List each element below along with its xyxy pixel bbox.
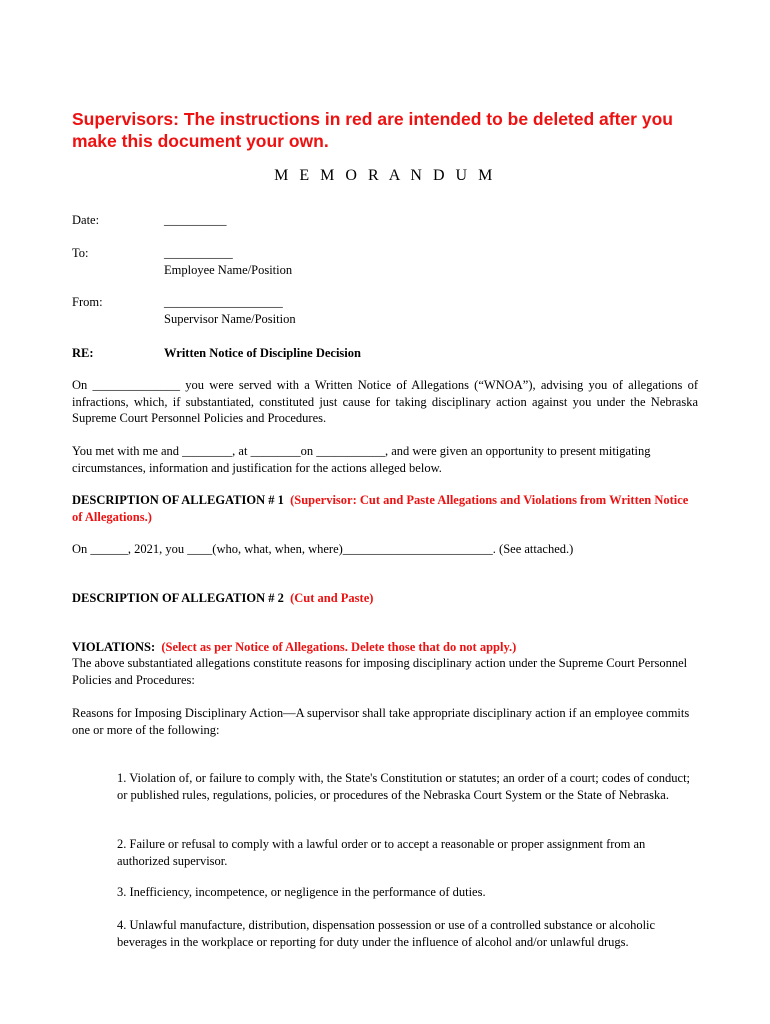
allegation-2-title: DESCRIPTION OF ALLEGATION # 2 (72, 591, 284, 605)
allegation-2-heading (72, 590, 698, 607)
allegation-1-instruction: (Supervisor: Cut and Paste Allegations and Violations from Written Notice of Allegations.) (72, 493, 689, 524)
supervisor-notice: Supervisors: The instructions in red are intended to be deleted after you make this document your own. (72, 109, 673, 151)
reason-item-1: 1. Violation of, or failure to comply with, the State's Constitution or statutes; an order of a court; codes of conduct; or published rules, regulations, policies, or procedures of the Nebraska Court System or the State of Nebraska. (117, 771, 691, 802)
to-value: ___________ (164, 246, 233, 260)
allegation-2-instruction: (Cut and Paste) (290, 591, 374, 605)
violations-title: VIOLATIONS: (72, 640, 156, 654)
violations-text: The above substantiated allegations constitute reasons for imposing disciplinary action under the Supreme Court Personnel Policies and Procedures: (72, 656, 688, 687)
date-label: Date: (72, 213, 100, 227)
from-caption: Supervisor Name/Position (164, 312, 296, 326)
memorandum-title: M E M O R A N D U M (274, 167, 496, 184)
re-value: Written Notice of Discipline Decision (164, 346, 361, 360)
reason-item-2: 2. Failure or refusal to comply with a lawful order or to accept a reasonable or proper assignment from an authorized supervisor. (117, 837, 646, 868)
violations-instruction: (Select as per Notice of Allegations. Delete those that do not apply.) (161, 640, 517, 654)
reason-item-4: 4. Unlawful manufacture, distribution, dispensation possession or use of a controlled substance or alcoholic beverages in the workplace or reporting for duty under the influence of alcohol and/or unlawful drugs. (117, 918, 656, 949)
reason-item-3: 3. Inefficiency, incompetence, or negligence in the performance of duties. (117, 885, 486, 899)
to-caption: Employee Name/Position (164, 263, 293, 277)
date-value: __________ (164, 213, 227, 227)
violations-heading (72, 639, 698, 656)
to-label: To: (72, 246, 89, 260)
from-value: ___________________ (164, 295, 283, 309)
allegation-1-text: On ______, 2021, you ____(who, what, when, where)________________________. (See attached.) (72, 542, 574, 556)
reasons-intro: Reasons for Imposing Disciplinary Action—A supervisor shall take appropriate disciplinary action if an employee commits one or more of the following: (72, 706, 690, 737)
from-label: From: (72, 295, 103, 309)
paragraph-wnoa: On ______________ you were served with a Written Notice of Allegations (“WNOA”), advising you of allegations of infractions, which, if substantiated, constituted just cause for taking disciplinary action against you under the Nebraska Supreme Court Personnel Policies and Procedures. (72, 378, 698, 425)
re-label: RE: (72, 346, 94, 360)
allegation-1-title: DESCRIPTION OF ALLEGATION # 1 (72, 493, 284, 507)
paragraph-meeting: You met with me and ________, at ________on ___________, and were given an opportunity to present mitigating circumstances, information and justification for the actions alleged below. (72, 444, 651, 475)
allegation-1-heading (72, 492, 698, 525)
